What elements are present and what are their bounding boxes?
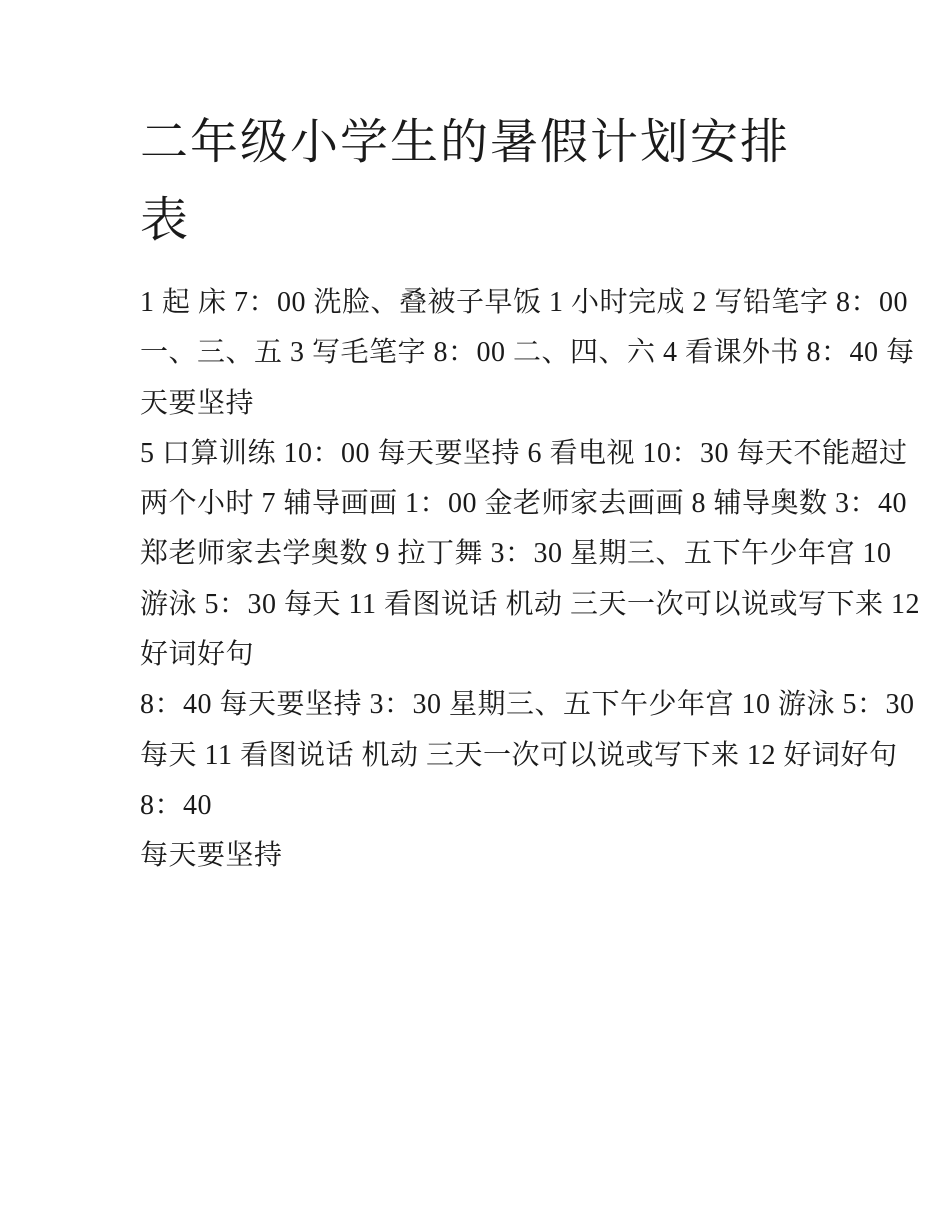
- body-line: 两个小时 7 辅导画画 1：00 金老师家去画画 8 辅导奥数 3：40: [140, 488, 908, 520]
- body-line: 天要坚持: [140, 387, 255, 419]
- body-line: 游泳 5：30 每天 11 看图说话 机动 三天一次可以说或写下来 12: [140, 588, 920, 620]
- body-line: 8：40 每天要坚持 3：30 星期三、五下午少年宫 10 游泳 5：30: [140, 689, 915, 721]
- body-line: 郑老师家去学奥数 9 拉丁舞 3：30 星期三、五下午少年宫 10: [140, 538, 892, 570]
- body-line: 好词好句: [140, 639, 255, 671]
- body-line: 8：40: [140, 789, 213, 821]
- document-body: [140, 278, 920, 882]
- body-line: 每天要坚持: [140, 840, 283, 872]
- title-line-2: 表: [140, 194, 191, 247]
- body-line: 1 起 床 7：00 洗脸、叠被子早饭 1 小时完成 2 写铅笔字 8：00: [140, 287, 909, 318]
- body-line: 一、三、五 3 写毛笔字 8：00 二、四、六 4 看课外书 8：40 每: [140, 337, 915, 369]
- body-line: 每天 11 看图说话 机动 三天一次可以说或写下来 12 好词好句: [140, 739, 898, 771]
- title-line-1: 二年级小学生的暑假计划安排: [140, 116, 791, 169]
- body-line: 5 口算训练 10：00 每天要坚持 6 看电视 10：30 每天不能超过: [140, 437, 908, 469]
- document-title: [140, 104, 820, 260]
